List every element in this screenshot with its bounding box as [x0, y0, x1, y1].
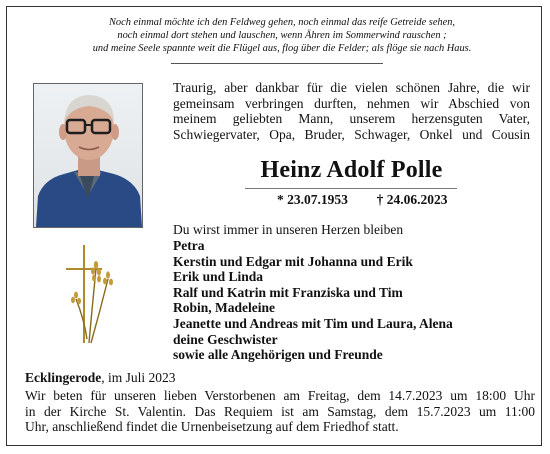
poem-line: Noch einmal möchte ich den Feldweg gehen, noch einmal das reife Getreide sehen,: [108, 17, 456, 28]
divider: [171, 63, 383, 64]
mourner-line: Kerstin und Edgar mit Johanna und Erik: [173, 253, 413, 269]
death-date: † 24.06.2023: [376, 192, 448, 207]
intro-line: gemeinsam verbringen durften, nehmen wir Abschied von: [173, 95, 530, 111]
funeral-line: in der Kirche St. Valentin. Das Requiem ist am Samstag, dem 15.7.2023 um 11:00: [25, 403, 535, 419]
funeral-line: Uhr, anschließend findet die Urnenbeisetzung auf dem Friedhof statt.: [25, 419, 399, 435]
portrait-photo: [33, 83, 143, 228]
birth-date: * 23.07.1953: [277, 192, 348, 207]
mourner-line: Erik und Linda: [173, 269, 264, 285]
poem: [47, 16, 517, 56]
poem-line: und meine Seele spannte weit die Flügel aus, flog über die Felder; als flöge sie nach Haus.: [92, 43, 472, 55]
cross-with-wheat-icon: [62, 239, 122, 349]
poem-line: noch einmal dort stehen und lauschen, wenn Ähren im Sommerwind rauschen ;: [117, 30, 447, 42]
intro-text: [173, 80, 530, 142]
mourner-line: Jeanette und Andreas mit Tim und Laura, Alena: [173, 315, 453, 331]
obituary-frame: [6, 6, 542, 446]
intro-line: meinem geliebten Mann, unserem herzensguten Vater,: [173, 111, 530, 127]
deceased-name: Heinz Adolf Polle: [260, 157, 443, 183]
intro-line: Schwiegervater, Opa, Bruder, Schwager, Onkel und Cousin: [173, 126, 530, 142]
life-dates: [277, 192, 448, 208]
mourner-line: deine Geschwister: [173, 331, 278, 347]
town-name: Ecklingerode: [25, 370, 102, 385]
funeral-notice: [25, 388, 535, 435]
place-date-text: , im Juli 2023: [101, 370, 176, 385]
mourner-line: Ralf und Katrin mit Franziska und Tim: [173, 284, 403, 300]
funeral-line: Wir beten für unseren lieben Verstorbenen am Freitag, dem 14.7.2023 um 18:00 Uhr: [25, 388, 535, 403]
mourner-line: Robin, Madeleine: [173, 300, 276, 316]
divider: [245, 188, 457, 189]
portrait-icon: [34, 84, 142, 227]
intro-line: Traurig, aber dankbar für die vielen schönen Jahre, die wir: [173, 80, 530, 95]
mourner-line: Petra: [173, 238, 205, 253]
mourner-line: sowie alle Angehörigen und Freunde: [173, 347, 383, 363]
remember-text: Du wirst immer in unseren Herzen bleiben: [173, 222, 404, 237]
place-date: [25, 370, 176, 386]
mourners-list: [173, 238, 453, 363]
